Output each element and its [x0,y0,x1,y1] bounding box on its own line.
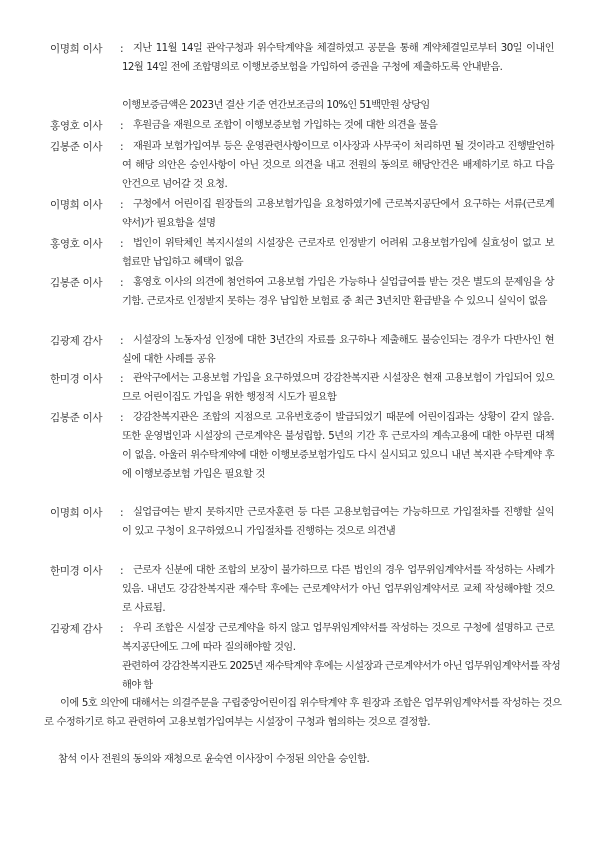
colon: : [120,335,124,347]
statement-text: 지난 11월 14일 관악구청과 위수탁계약을 체결하였고 공문을 통해 계약체결일로부터 30일 이내인 12월 14일 전에 조합명의로 이행보증보험을 가입하여 증권을 구청에 제출하도록 안내받음. [122,43,554,73]
colon: : [120,43,124,55]
speaker-name: 이명희 이사 [50,199,103,211]
statement-text: 홍영호 이사의 의견에 첨언하여 고용보험 가입은 가능하나 실업급여를 받는 것은 별도의 문제임을 상기함. 근로자로 인정받지 못하는 경우 납입한 보험료 중 최근 3년치만 환급받을 수 있으니 실익이 없음 [122,277,554,307]
colon: : [120,373,124,385]
colon: : [120,141,124,153]
speaker-name: 한미경 이사 [50,565,103,577]
colon: : [120,120,124,132]
statement-text: 법인이 위탁체인 복지시설의 시설장은 근로자로 인정받기 어려워 고용보험가입에 실효성이 없고 보험료만 납입하고 혜택이 없음 [122,238,554,268]
colon: : [120,565,124,577]
resolution-summary: 이에 5호 의안에 대해서는 의결주문을 구립중앙어린이집 위수탁계약 후 원장과 조합은 업무위임계약서를 작성하는 것으로 수정하기로 하고 관련하여 고용보험가입여부는 시설장이 구청과 협의하는 것으로 결정함. [44,698,562,728]
colon: : [120,507,124,519]
colon: : [120,199,124,211]
statement-text: 시설장의 노동자성 인정에 대한 3년간의 자료를 요구하나 제출해도 불승인되는 경우가 다반사인 현실에 대한 사례를 공유 [122,335,554,365]
colon: : [120,238,124,250]
colon: : [120,277,124,289]
colon: : [120,412,124,424]
statement-text: 근로자 신분에 대한 조합의 보장이 불가하므로 다른 법인의 경우 업무위임계약서를 작성하는 사례가 있음. 내년도 강감찬복지관 재수탁 후에는 근로계약서가 아닌 업무위임계약서로 교체 작성해야할 것으로 사료됨. [122,565,554,614]
speaker-name: 홍영호 이사 [50,120,103,132]
statement-text: 실업급여는 받지 못하지만 근로자훈련 등 다른 고용보험급여는 가능하므로 가입절차를 진행할 실익이 있고 구청이 요구하였으니 가입절차를 진행하는 것으로 의견냄 [122,507,554,537]
speaker-name: 김봉준 이사 [50,141,103,153]
statement-text: 우리 조합은 시설장 근로계약을 하지 않고 업무위임계약서를 작성하는 것으로 구청에 설명하고 근로복지공단에도 그에 따라 질의해야할 것임. [122,623,554,653]
statement-text: 후원금을 재원으로 조합이 이행보증보험 가입하는 것에 대한 의견을 물음 [133,120,438,131]
speaker-name: 김봉준 이사 [50,412,103,424]
statement-text: 강감찬복지관은 조합의 지점으로 고유번호증이 발급되었기 때문에 어린이집과는 상황이 같지 않음. 또한 운영법인과 시설장의 근로계약은 불성립함. 5년의 기간 후 근로자의 계속고용에 대한 아무런 대책이 없음. 아울러 위수탁계약에 대한 이행보증보험가입도 다시 실시되고 있으니 내년 복지관 수탁계약 후에 이행보증보험 가입은 필요할 것 [122,412,554,480]
statement-text: 관악구에서는 고용보험 가입을 요구하였으며 강감찬복지관 시설장은 현재 고용보험이 가입되어 있으므로 어린이집도 가입을 위한 행정적 시도가 필요함 [122,373,554,403]
speaker-name: 홍영호 이사 [50,238,103,250]
statement-text: 구청에서 어린이집 원장들의 고용보험가입을 요청하였기에 근로복지공단에서 요구하는 서류(근로계약서)가 필요함을 설명 [122,199,554,229]
speaker-name: 한미경 이사 [50,373,103,385]
statement-text: 재원과 보험가입여부 등은 운영관련사항이므로 이사장과 사무국이 처리하면 될 것이라고 진행발언하여 해당 의안은 승인사항이 아닌 것으로 의견을 내고 전원의 동의로 해당안건은 배제하기로 하고 다음 안건으로 넘어갈 것 요청. [122,141,554,190]
speaker-name: 김광제 감사 [50,623,103,635]
speaker-name: 이명희 이사 [50,507,103,519]
statement-note: 이행보증금액은 2023년 결산 기준 연간보조금의 10%인 51백만원 상당임 [122,100,430,111]
colon: : [120,623,124,635]
speaker-name: 이명희 이사 [50,43,103,55]
statement-note: 관련하여 강감찬복지관도 2025년 재수탁계약 후에는 시설장과 근로계약서가 아닌 업무위임계약서를 작성해야 함 [122,661,561,691]
speaker-name: 김봉준 이사 [50,277,103,289]
approval-statement: 참석 이사 전원의 동의와 재청으로 윤숙연 이사장이 수정된 의안을 승인함. [58,754,370,765]
speaker-name: 김광제 감사 [50,335,103,347]
